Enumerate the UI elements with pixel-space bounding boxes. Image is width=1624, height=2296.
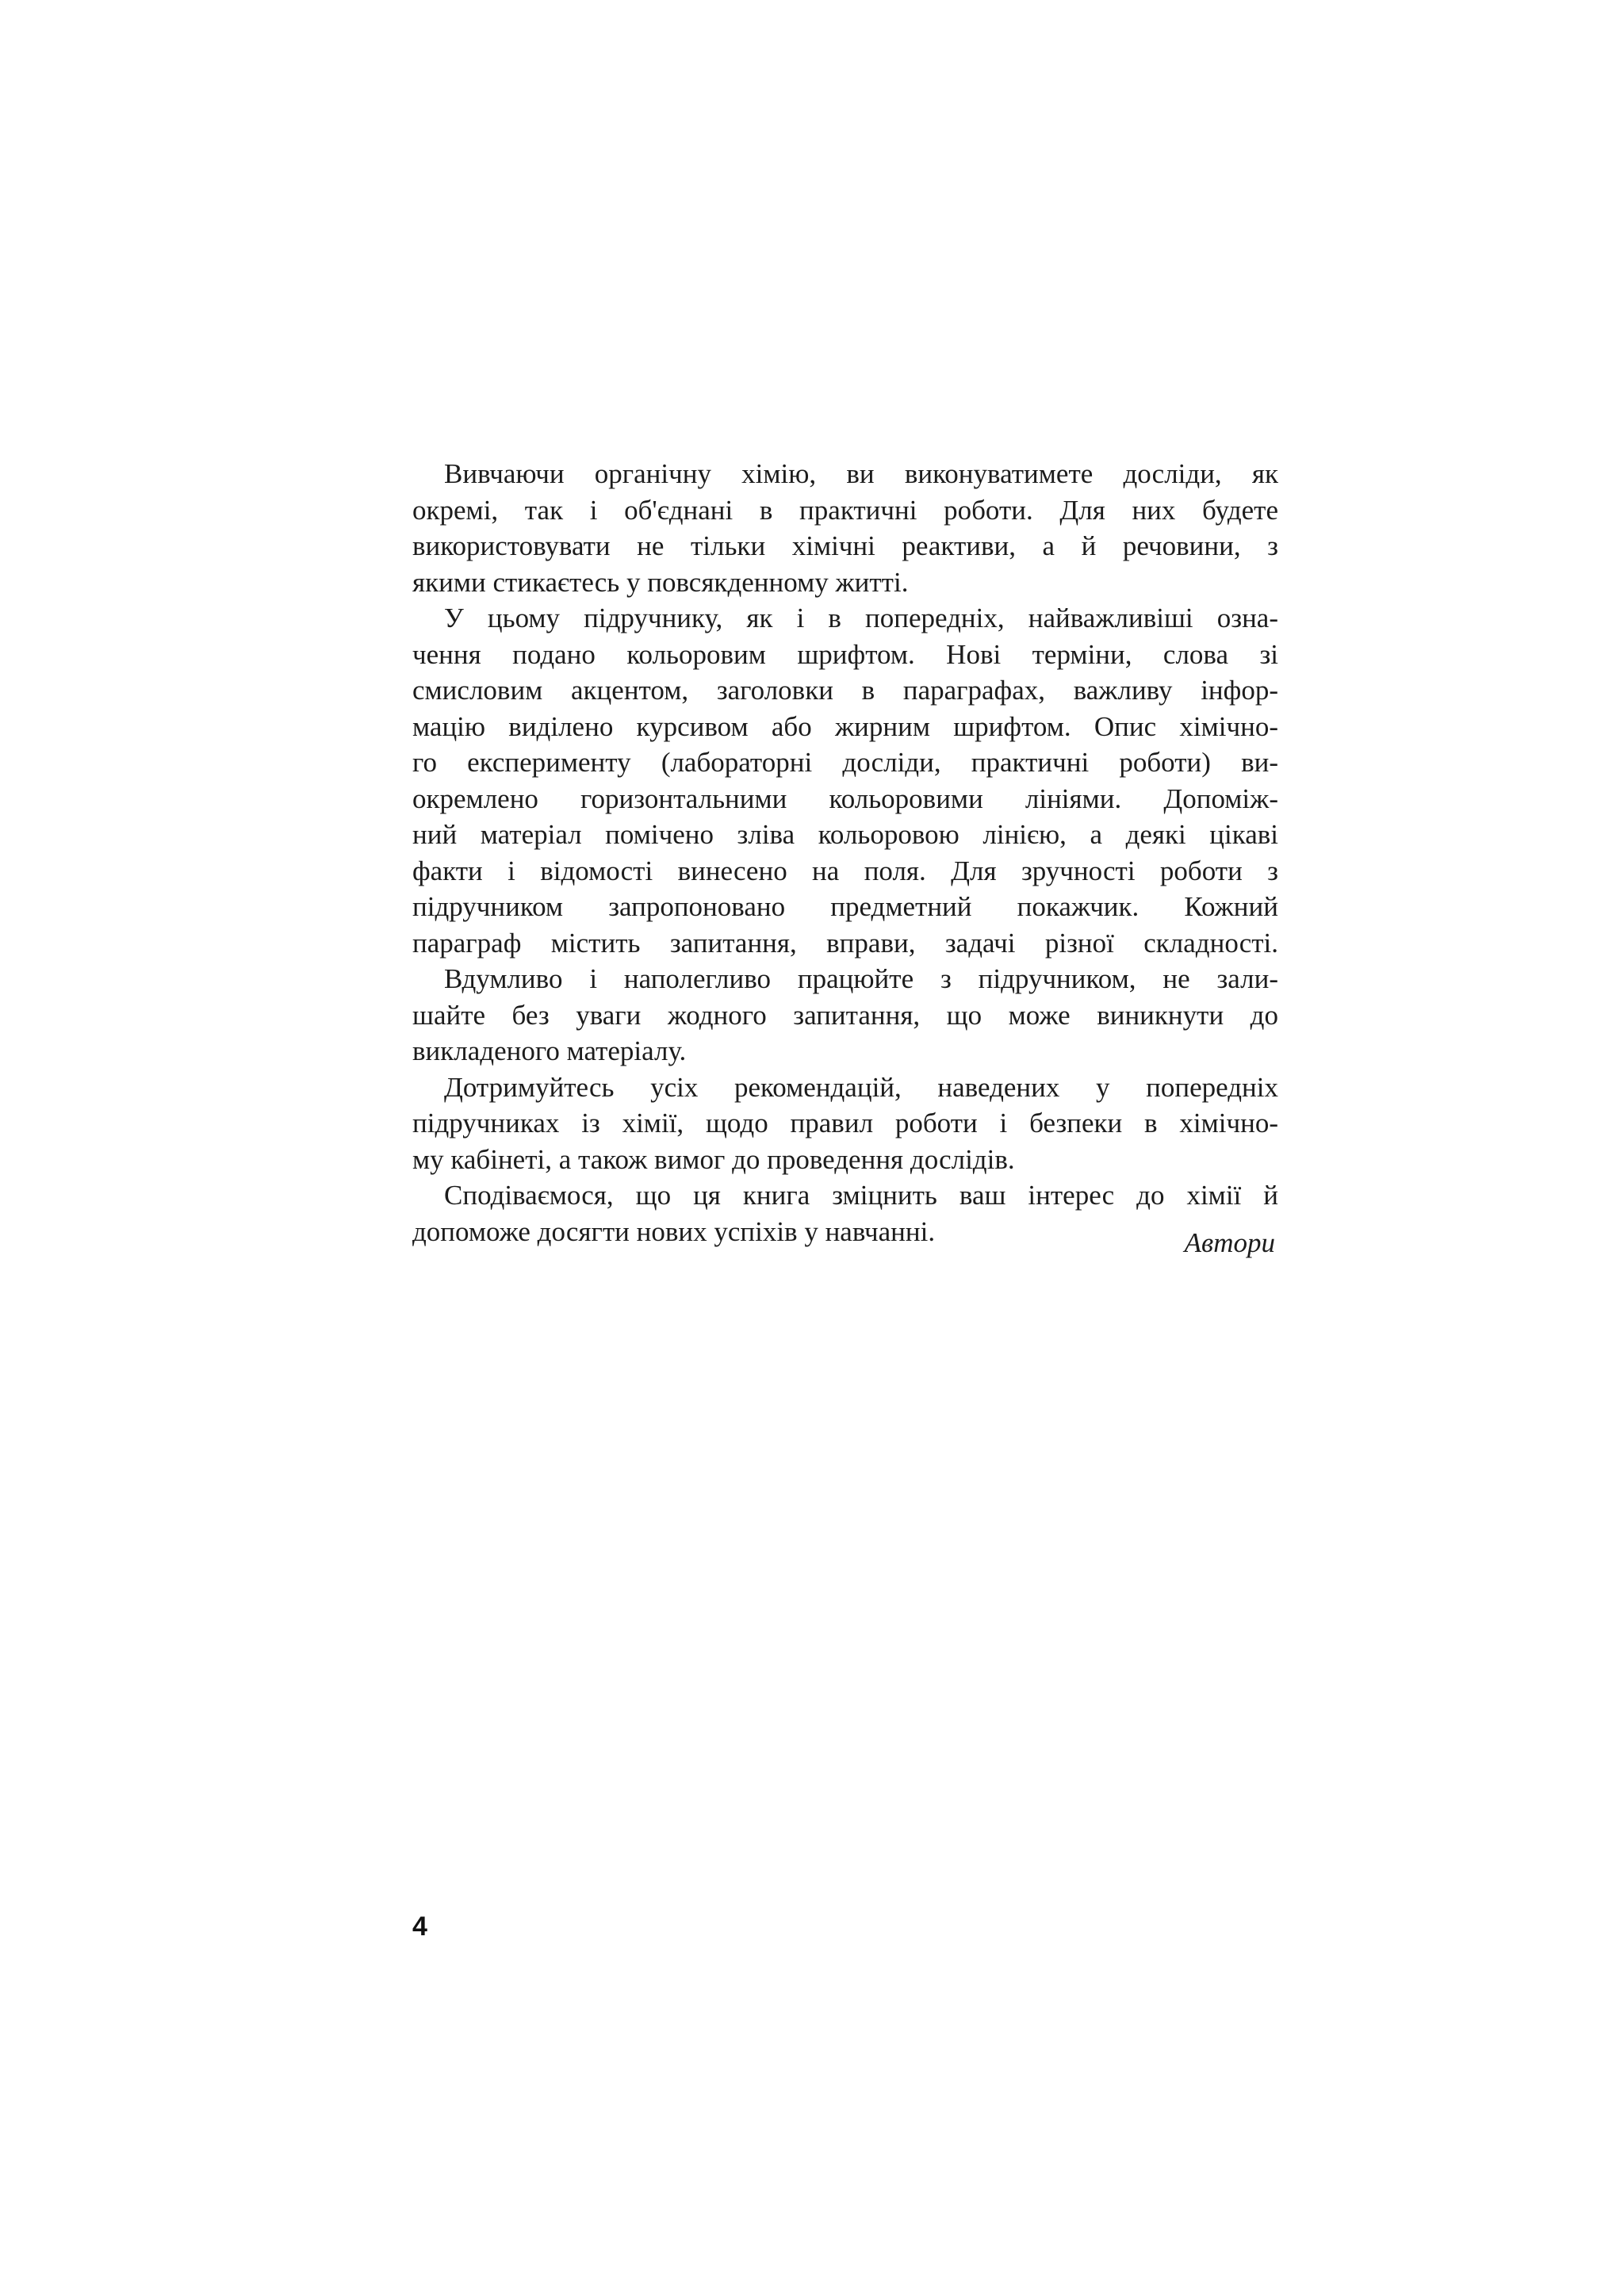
text-line: параграф містить запитання, вправи, задачі різної складності.	[412, 927, 1278, 959]
text-line: Сподіваємося, що ця книга зміцнить ваш інтерес до хімії й	[444, 1180, 1278, 1211]
paragraph-2	[412, 600, 1278, 961]
paragraph-1	[412, 456, 1278, 600]
paragraph-3	[412, 961, 1278, 1070]
text-line: Вдумливо і наполегливо працюйте з підручником, не зали-	[444, 963, 1278, 994]
page-number: 4	[412, 1911, 427, 1942]
text-line: чення подано кольоровим шрифтом. Нові терміни, слова зі	[412, 638, 1278, 670]
preface-text	[412, 456, 1278, 1249]
paragraph-4	[412, 1070, 1278, 1178]
text-line: шайте без уваги жодного запитання, що може виникнути до	[412, 999, 1278, 1031]
text-line: му кабінеті, а також вимог до проведення дослідів.	[412, 1143, 1015, 1175]
authors-signature: Автори	[1184, 1227, 1275, 1258]
text-line: смисловим акцентом, заголовки в параграфах, важливу інфор-	[412, 675, 1278, 706]
text-line: мацію виділено курсивом або жирним шрифтом. Опис хімічно-	[412, 710, 1278, 742]
text-line: ний матеріал помічено зліва кольоровою лінією, а деякі цікаві	[412, 819, 1278, 850]
text-line: використовувати не тільки хімічні реактиви, а й речовини, з	[412, 530, 1278, 561]
paragraph-5	[412, 1177, 1278, 1249]
text-line: У цьому підручнику, як і в попередніх, найважливіші озна-	[444, 603, 1278, 633]
text-line: допоможе досягти нових успіхів у навчанні.	[412, 1215, 936, 1247]
text-line: факти і відомості винесено на поля. Для зручності роботи з	[412, 855, 1278, 886]
text-line: Вивчаючи органічну хімію, ви виконуватимете досліди, як	[444, 458, 1278, 489]
text-line: якими стикаєтесь у повсякденному житті.	[412, 566, 909, 598]
text-line: окремлено горизонтальними кольоровими лініями. Допоміж-	[412, 783, 1278, 814]
text-line: Дотримуйтесь усіх рекомендацій, наведених у попередніх	[444, 1071, 1278, 1103]
text-line: го експерименту (лабораторні досліди, практичні роботи) ви-	[412, 747, 1278, 778]
text-line: окремі, так і об'єднані в практичні роботи. Для них будете	[412, 494, 1278, 526]
text-line: підручниках із хімії, щодо правил роботи і безпеки в хімічно-	[412, 1108, 1278, 1138]
text-line: підручником запропоновано предметний покажчик. Кожний	[412, 891, 1278, 922]
text-line: викладеного матеріалу.	[412, 1035, 687, 1066]
